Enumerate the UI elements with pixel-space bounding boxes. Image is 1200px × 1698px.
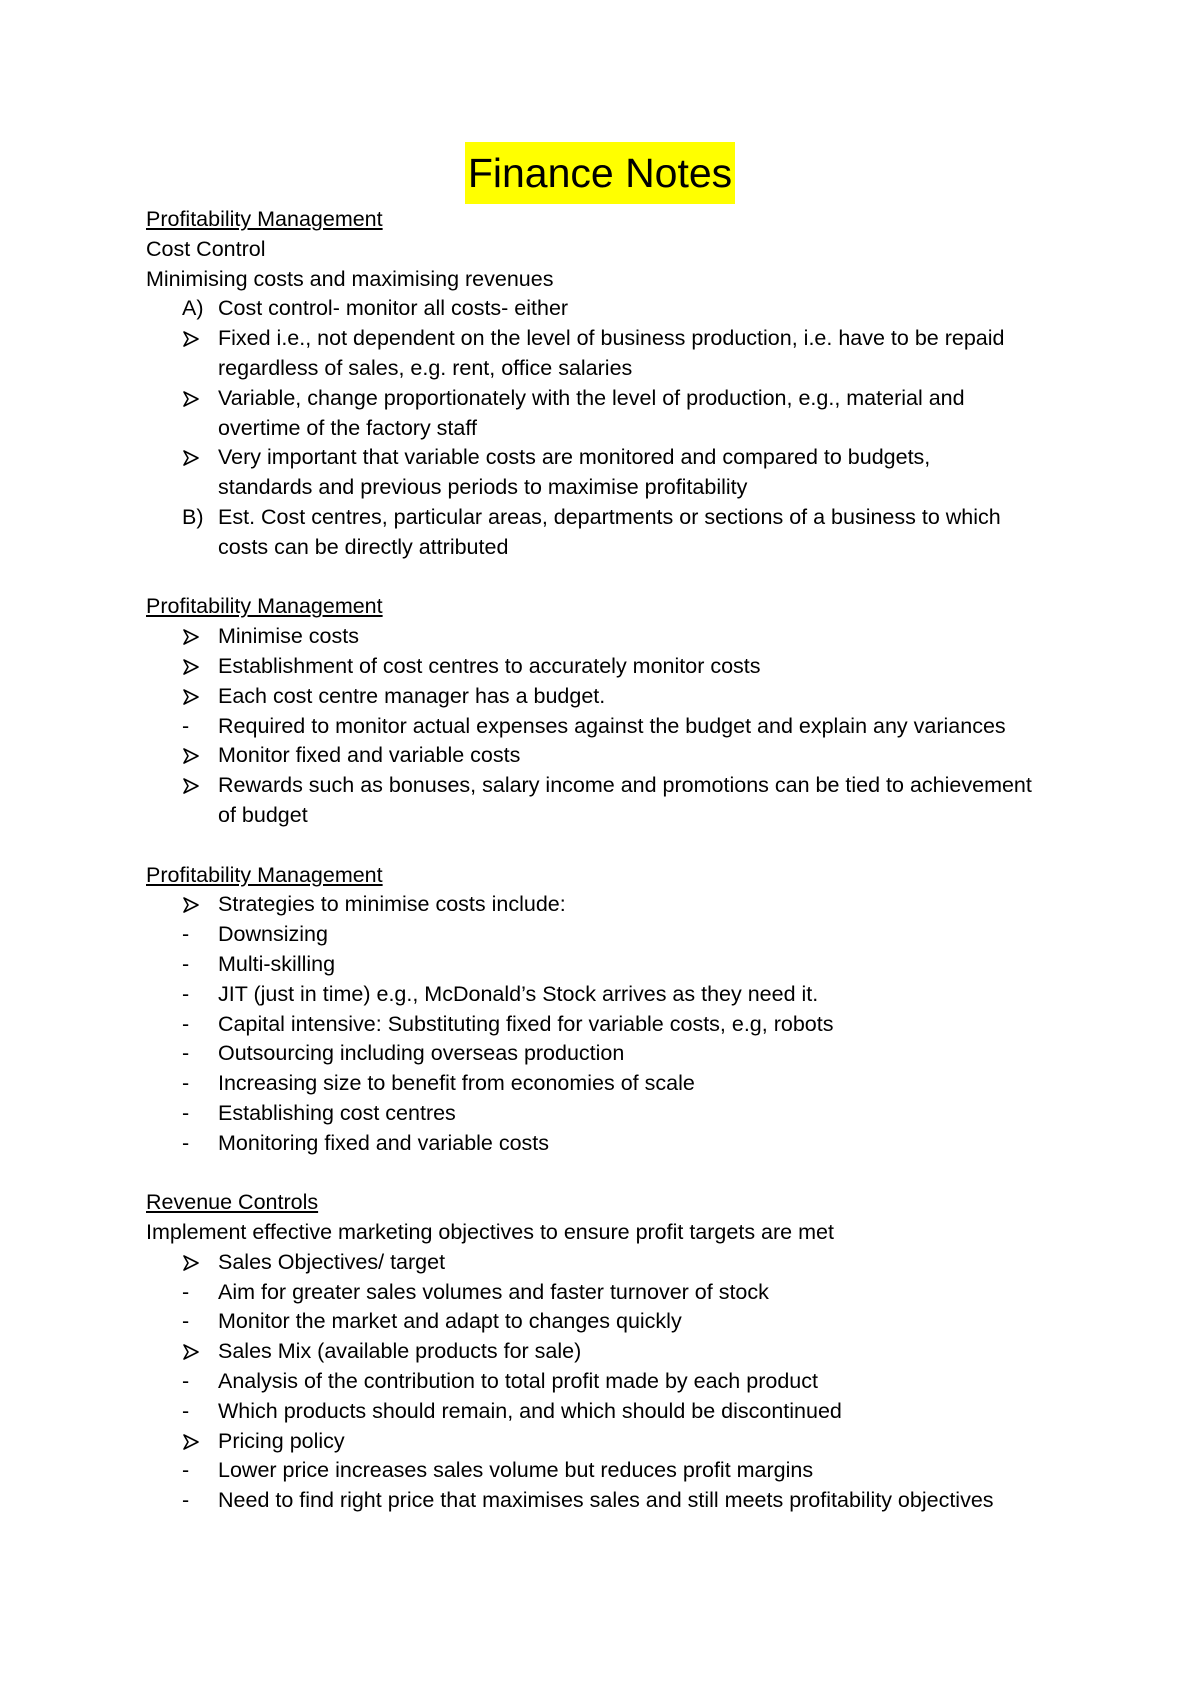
list-item-text: Est. Cost centres, particular areas, departments or sections of a business to which (218, 504, 1001, 529)
list-item-text: Required to monitor actual expenses against the budget and explain any variances (218, 713, 1006, 738)
list-item (146, 1069, 1106, 1099)
list-item-text: of budget (218, 802, 308, 827)
title-wrapper (0, 142, 1200, 204)
list-item-text: Increasing size to benefit from economies of scale (218, 1071, 695, 1096)
list-item (146, 1367, 1106, 1397)
list-item (146, 622, 1106, 652)
list-item-text: standards and previous periods to maximise profitability (218, 475, 748, 500)
list-item (146, 1278, 1106, 1308)
list-item (146, 503, 1106, 563)
letter-marker: A) (182, 296, 204, 321)
section-heading: Profitability Management (146, 862, 383, 887)
document-body (146, 205, 1106, 1516)
dash-bullet: - (182, 922, 190, 947)
arrow-bullet-icon (182, 1248, 212, 1278)
arrow-bullet-icon (182, 443, 212, 473)
list-item-text: Establishing cost centres (218, 1100, 456, 1125)
list-item-text: Capital intensive: Substituting fixed for variable costs, e.g, robots (218, 1011, 834, 1036)
section-subheading: Cost Control (146, 236, 266, 261)
dash-bullet: - (182, 1369, 190, 1394)
list-item (146, 652, 1106, 682)
letter-marker: B) (182, 504, 204, 529)
dash-bullet: - (182, 981, 190, 1006)
section-intro: Minimising costs and maximising revenues (146, 266, 554, 291)
list-item-text: Monitoring fixed and variable costs (218, 1130, 550, 1155)
list-item (146, 294, 1106, 324)
list-item-text: Which products should remain, and which should be discontinued (218, 1398, 842, 1423)
list-item (146, 384, 1106, 444)
arrow-bullet-icon (182, 890, 212, 920)
section-heading: Revenue Controls (146, 1190, 319, 1215)
list-item-text: Monitor the market and adapt to changes quickly (218, 1309, 682, 1334)
section-heading: Profitability Management (146, 207, 383, 231)
dash-bullet: - (182, 1398, 190, 1423)
list-item-text: costs can be directly attributed (218, 534, 509, 559)
list-item-text: Minimise costs (218, 624, 359, 649)
list-item (146, 741, 1106, 771)
list-item (146, 771, 1106, 831)
arrow-bullet-icon (182, 324, 212, 354)
list-item (146, 1248, 1106, 1278)
section-heading: Profitability Management (146, 594, 383, 619)
dash-bullet: - (182, 1309, 190, 1334)
list-item (146, 920, 1106, 950)
list-item-text: Analysis of the contribution to total profit made by each product (218, 1369, 818, 1394)
list-item-text: Sales Objectives/ target (218, 1249, 446, 1274)
list-item (146, 890, 1106, 920)
list-item-text: Aim for greater sales volumes and faster turnover of stock (218, 1279, 769, 1304)
arrow-bullet-icon (182, 771, 212, 801)
arrow-bullet-icon (182, 622, 212, 652)
list-item-text: regardless of sales, e.g. rent, office salaries (218, 355, 633, 380)
list-item (146, 1099, 1106, 1129)
list-item (146, 1427, 1106, 1457)
list-item-text: Outsourcing including overseas production (218, 1041, 625, 1066)
list-item-text: Downsizing (218, 922, 328, 947)
list-item-text: Establishment of cost centres to accurately monitor costs (218, 653, 761, 678)
list-item-text: Pricing policy (218, 1428, 345, 1453)
list-item-text: Each cost centre manager has a budget. (218, 683, 606, 708)
list-item-text: Variable, change proportionately with the level of production, e.g., material and (218, 385, 965, 410)
list-item-text: overtime of the factory staff (218, 415, 477, 440)
list-item (146, 1337, 1106, 1367)
list-item-text: Very important that variable costs are monitored and compared to budgets, (218, 445, 931, 470)
dash-bullet: - (182, 951, 190, 976)
list-item-text: Cost control- monitor all costs- either (218, 296, 569, 321)
blank-line (146, 831, 1106, 861)
list-item-text: Fixed i.e., not dependent on the level of business production, i.e. have to be repaid (218, 326, 1005, 351)
arrow-bullet-icon (182, 682, 212, 712)
arrow-bullet-icon (182, 1427, 212, 1457)
blank-line (146, 1159, 1106, 1189)
dash-bullet: - (182, 1011, 190, 1036)
list-item (146, 1010, 1106, 1040)
dash-bullet: - (182, 1041, 190, 1066)
list-item (146, 1129, 1106, 1159)
page-title: Finance Notes (465, 142, 735, 204)
arrow-bullet-icon (182, 741, 212, 771)
dash-bullet: - (182, 1458, 190, 1483)
list-item-text: Monitor fixed and variable costs (218, 743, 521, 768)
list-item-text: Lower price increases sales volume but reduces profit margins (218, 1458, 814, 1483)
list-item-text: Rewards such as bonuses, salary income and promotions can be tied to achievement (218, 773, 1032, 798)
arrow-bullet-icon (182, 652, 212, 682)
dash-bullet: - (182, 1100, 190, 1125)
list-item (146, 443, 1106, 503)
list-item (146, 682, 1106, 712)
dash-bullet: - (182, 1488, 190, 1513)
list-item (146, 1397, 1106, 1427)
arrow-bullet-icon (182, 384, 212, 414)
dash-bullet: - (182, 1071, 190, 1096)
list-item-text: Sales Mix (available products for sale) (218, 1339, 582, 1364)
list-item (146, 712, 1106, 742)
list-item (146, 1307, 1106, 1337)
list-item (146, 950, 1106, 980)
dash-bullet: - (182, 1279, 190, 1304)
dash-bullet: - (182, 713, 190, 738)
list-item (146, 1039, 1106, 1069)
list-item-text: Strategies to minimise costs include: (218, 892, 566, 917)
list-item-text: JIT (just in time) e.g., McDonald’s Stock arrives as they need it. (218, 981, 819, 1006)
blank-line (146, 563, 1106, 593)
list-item (146, 980, 1106, 1010)
list-item-text: Multi-skilling (218, 951, 336, 976)
dash-bullet: - (182, 1130, 190, 1155)
arrow-bullet-icon (182, 1337, 212, 1367)
list-item (146, 324, 1106, 384)
list-item-text: Need to find right price that maximises sales and still meets profitability objectives (218, 1488, 994, 1513)
list-item (146, 1456, 1106, 1486)
section-intro: Implement effective marketing objectives to ensure profit targets are met (146, 1220, 834, 1245)
list-item (146, 1486, 1106, 1516)
